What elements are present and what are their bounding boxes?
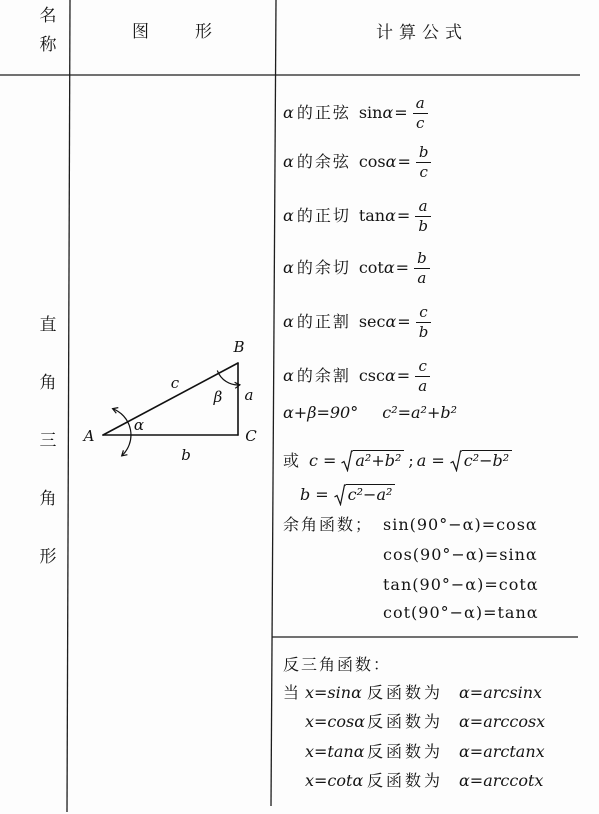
row-name-char: 形 [39, 547, 57, 567]
leg-b-formula [300, 481, 395, 509]
alpha-symbol: α [283, 206, 294, 226]
ratio-fraction [413, 95, 428, 132]
denominator: a [418, 376, 428, 395]
inverse-cotangent-line [305, 769, 543, 793]
equals-sign: = [396, 366, 411, 386]
alpha-symbol: α [283, 258, 294, 278]
function-argument: α [384, 366, 396, 386]
inverse-function: α=arccosx [459, 712, 546, 732]
numerator: a [413, 95, 428, 114]
cofunction-identity [383, 543, 538, 567]
equals-sign: = [431, 451, 445, 471]
cofunction-label [283, 513, 373, 537]
inverse-connector: 反函数为 [367, 712, 444, 732]
function-name: csc [358, 366, 385, 386]
function-argument: α [385, 152, 397, 172]
header-figure: 图形 [132, 22, 258, 42]
inverse-connector: 反函数为 [367, 771, 444, 791]
radicand: c²−a² [346, 484, 396, 504]
equals-sign: = [397, 312, 411, 332]
angle-alpha-label: α [133, 416, 145, 434]
side-c-label: c [170, 374, 180, 392]
leg-a-variable: a [416, 451, 427, 471]
function-argument: α [385, 312, 397, 332]
inverse-function: α=arccotx [459, 771, 544, 791]
angle-alpha-arc [113, 409, 131, 456]
alpha-symbol: α [283, 312, 294, 332]
numerator: a [415, 198, 431, 217]
row-name-char: 角 [39, 489, 57, 509]
ratio-fraction [414, 250, 430, 287]
pythagorean-relation: c²=a²+b² [382, 403, 458, 423]
equals-sign: = [315, 485, 329, 505]
cofunction-identity [383, 513, 538, 537]
cofunction-identity [383, 573, 539, 597]
forward-function: x=tanα [305, 742, 365, 762]
or-label: 或 [283, 451, 302, 471]
function-name: sin [358, 103, 383, 123]
alpha-symbol: α [283, 103, 294, 123]
side-length-formulas [283, 447, 512, 475]
numerator: b [416, 144, 432, 163]
ratio-fraction [416, 144, 432, 181]
cosecant-definition [283, 354, 430, 398]
hypotenuse-variable: c [309, 451, 318, 471]
definition-label: 的余弦 [296, 152, 351, 172]
cosine-definition [283, 140, 431, 184]
numerator: b [414, 250, 430, 269]
cofunction-identity-text: tan(90°−α)=cotα [383, 575, 539, 595]
row-name-char: 角 [39, 373, 57, 393]
vertex-c-label: C [245, 427, 257, 445]
cofunction-label-text: 余角函数； [283, 515, 374, 535]
function-argument: α [382, 103, 394, 123]
radical-sign [450, 450, 462, 472]
forward-function: x=cosα [305, 712, 366, 732]
radical-sign [341, 450, 353, 472]
alpha-symbol: α [283, 366, 294, 386]
row-name-char: 直 [39, 315, 57, 335]
definition-label: 的正切 [296, 206, 351, 226]
radical-sign [334, 484, 346, 506]
side-a-label: a [244, 386, 254, 404]
cofunction-identity-text: cot(90°−α)=tanα [383, 603, 539, 623]
denominator: c [415, 113, 425, 132]
numerator: c [415, 358, 430, 377]
inverse-sine-line [305, 681, 542, 705]
cotangent-definition [283, 246, 430, 290]
angle-and-pythagoras-relations [283, 401, 457, 425]
inverse-tangent-line [305, 740, 545, 764]
side-b-label: b [181, 446, 191, 464]
angle-sum-relation: α+β=90° [283, 403, 359, 423]
inverse-connector: 反函数为 [367, 742, 444, 762]
inverse-cosine-line [305, 710, 545, 734]
hypotenuse-square-root [341, 450, 404, 472]
radicand: c²−b² [462, 450, 512, 470]
inverse-function: α=arcsinx [459, 683, 543, 703]
header-name-char-2: 称 [39, 35, 57, 55]
function-expression [359, 206, 396, 225]
equals-sign: = [322, 451, 337, 471]
function-argument: α [383, 258, 395, 278]
row-name-char: 三 [39, 431, 57, 451]
inverse-connector: 反函数为 [367, 683, 444, 703]
denominator: c [419, 162, 428, 181]
cofunction-identity [383, 601, 539, 625]
function-name: cos [358, 152, 386, 172]
alpha-symbol: α [283, 152, 294, 172]
header-formula: 计算公式 [376, 23, 468, 43]
numerator: c [416, 304, 432, 323]
vertex-a-label: A [83, 427, 95, 445]
leg-b-square-root [334, 484, 396, 506]
ratio-fraction [416, 304, 432, 341]
sine-definition [283, 91, 428, 135]
inverse-function-label-text: 反三角函数： [283, 655, 392, 675]
definition-label: 的正割 [296, 312, 351, 332]
inverse-function: α=arctanx [459, 742, 545, 762]
angle-beta-label: β [213, 388, 223, 406]
row-name [30, 296, 66, 586]
function-expression [359, 103, 393, 122]
definition-label: 的余割 [296, 366, 351, 386]
equals-sign: = [395, 258, 410, 278]
cofunction-identity-text: cos(90°−α)=sinα [383, 545, 538, 565]
function-expression [359, 258, 395, 277]
cofunction-identity-text: sin(90°−α)=cosα [383, 515, 538, 535]
radicand: a²+b² [353, 450, 404, 470]
equals-sign: = [397, 152, 411, 172]
tangent-definition [283, 194, 431, 238]
denominator: b [418, 322, 429, 341]
function-expression [359, 366, 396, 385]
when-label [283, 681, 301, 705]
when-label-text: 当 [283, 683, 302, 703]
secant-definition [283, 300, 431, 344]
leg-b-variable: b [300, 485, 311, 505]
denominator: b [418, 216, 428, 235]
inverse-function-label [283, 653, 391, 677]
ratio-fraction [415, 358, 430, 395]
function-name: tan [358, 206, 386, 226]
leg-a-square-root [450, 450, 512, 472]
function-name: cot [358, 258, 384, 278]
separator: ; [408, 451, 414, 471]
forward-function: x=sinα [305, 683, 362, 703]
denominator: a [417, 268, 427, 287]
function-expression [359, 312, 396, 331]
right-triangle-figure [70, 330, 275, 470]
header-name-char-1: 名 [39, 6, 57, 26]
equals-sign: = [396, 206, 411, 226]
definition-label: 的余切 [296, 258, 351, 278]
function-expression [359, 152, 397, 171]
function-name: sec [358, 312, 386, 332]
function-argument: α [385, 206, 396, 226]
ratio-fraction [415, 198, 431, 235]
forward-function: x=cotα [305, 771, 364, 791]
equals-sign: = [394, 103, 408, 123]
vertex-b-label: B [233, 338, 245, 356]
definition-label: 的正弦 [296, 103, 351, 123]
